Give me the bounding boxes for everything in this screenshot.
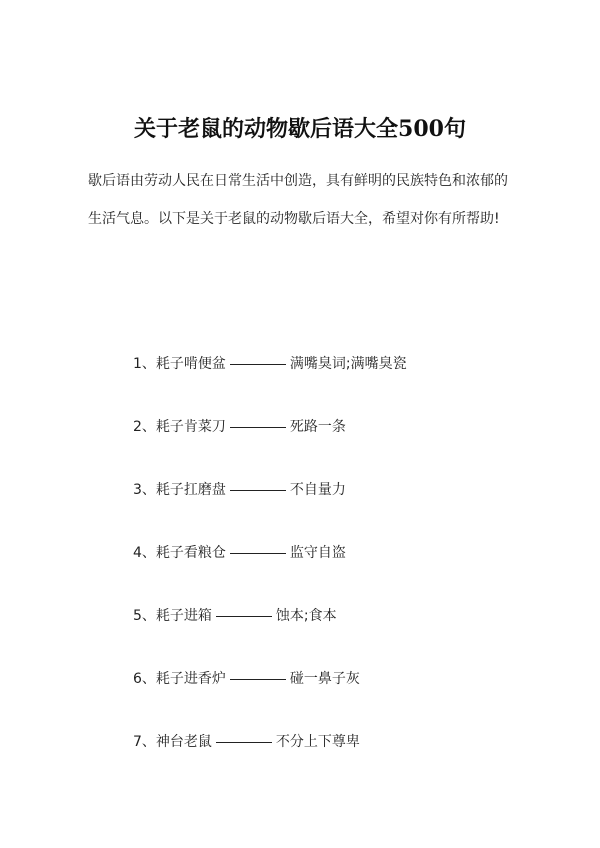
item-question: 耗子看粮仓 (155, 545, 226, 561)
dash-divider (230, 427, 286, 428)
item-number: 2、 (133, 419, 156, 435)
item-answer: 满嘴臭词;满嘴臭瓷 (289, 356, 407, 372)
list-item (133, 731, 407, 794)
dash-divider (216, 616, 272, 617)
item-question: 耗子啃便盆 (155, 356, 226, 372)
dash-divider (230, 679, 286, 680)
dash-divider (230, 490, 286, 491)
item-number: 5、 (133, 608, 156, 624)
item-number: 7、 (133, 734, 156, 750)
item-answer: 监守自盗 (289, 545, 346, 561)
item-question: 神台老鼠 (155, 734, 212, 750)
item-answer: 蚀本;食本 (275, 608, 337, 624)
list-item (133, 668, 407, 731)
intro-paragraph: 歇后语由劳动人民在日常生活中创造，具有鲜明的民族特色和浓郁的生活气息。以下是关于老鼠的动物歇后语大全，希望对你有所帮助! (88, 173, 508, 227)
item-number: 3、 (133, 482, 156, 498)
item-question: 耗子扛磨盘 (155, 482, 226, 498)
dash-divider (230, 553, 286, 554)
item-number: 1、 (133, 356, 156, 372)
list-item (133, 353, 407, 416)
item-answer: 死路一条 (289, 419, 346, 435)
list-item (133, 605, 407, 668)
dash-divider (216, 742, 272, 743)
item-answer: 不自量力 (289, 482, 346, 498)
item-question: 耗子肯菜刀 (155, 419, 226, 435)
item-answer: 不分上下尊卑 (275, 734, 360, 750)
item-answer: 碰一鼻子灰 (289, 671, 360, 687)
document-title: 关于老鼠的动物歇后语大全500句 (134, 116, 466, 142)
item-number: 4、 (133, 545, 156, 561)
item-question: 耗子进香炉 (155, 671, 226, 687)
item-number: 6、 (133, 671, 156, 687)
list-item (133, 479, 407, 542)
list-item (133, 416, 407, 479)
list-item (133, 542, 407, 605)
proverb-list (133, 353, 407, 794)
dash-divider (230, 364, 286, 365)
item-question: 耗子进箱 (155, 608, 212, 624)
